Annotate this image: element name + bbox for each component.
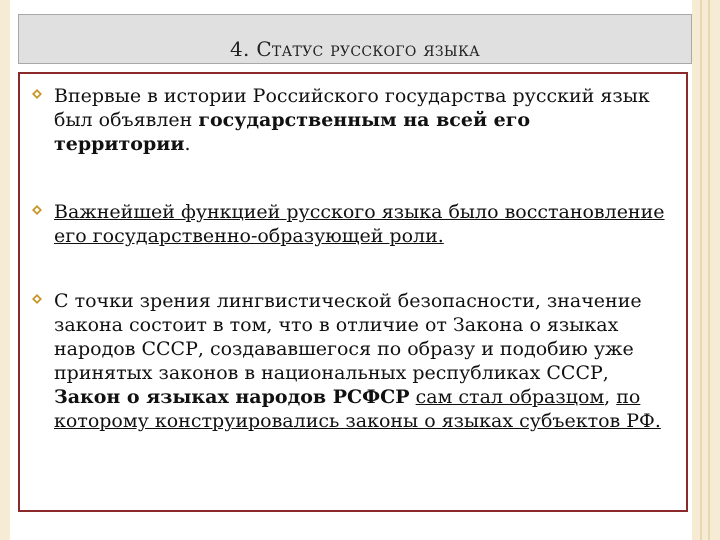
bullet-text: Впервые в истории Российского государства русский язык был объявлен государственным на всей его территории. — [54, 85, 650, 155]
diamond-bullet-icon — [32, 205, 42, 215]
bullet-text: Важнейшей функцией русского языка было восстановление его государственно-образующей роли. — [54, 201, 665, 247]
right-decorative-stripe — [692, 0, 720, 540]
diamond-bullet-icon — [32, 294, 42, 304]
right-decorative-line — [708, 0, 710, 540]
bullet-text: С точки зрения лингвистической безопасности, значение закона состоит в том, что в отличие от Закона о языках народов СССР, создававшегося по образу и подобию уже принятых законов в национальных республиках СССР, Закон о языках народов РСФСР сам стал образцом, по которому конструировались законы о языках субъектов РФ. — [54, 290, 661, 432]
right-decorative-line — [700, 0, 702, 540]
bullet-item-1 — [32, 84, 666, 156]
slide-title: 4. Статус русского языка — [229, 37, 481, 61]
left-decorative-stripe — [0, 0, 10, 540]
title-bar — [18, 14, 692, 64]
diamond-bullet-icon — [32, 89, 42, 99]
bullet-item-2 — [32, 200, 666, 248]
bullet-item-3 — [32, 289, 666, 433]
